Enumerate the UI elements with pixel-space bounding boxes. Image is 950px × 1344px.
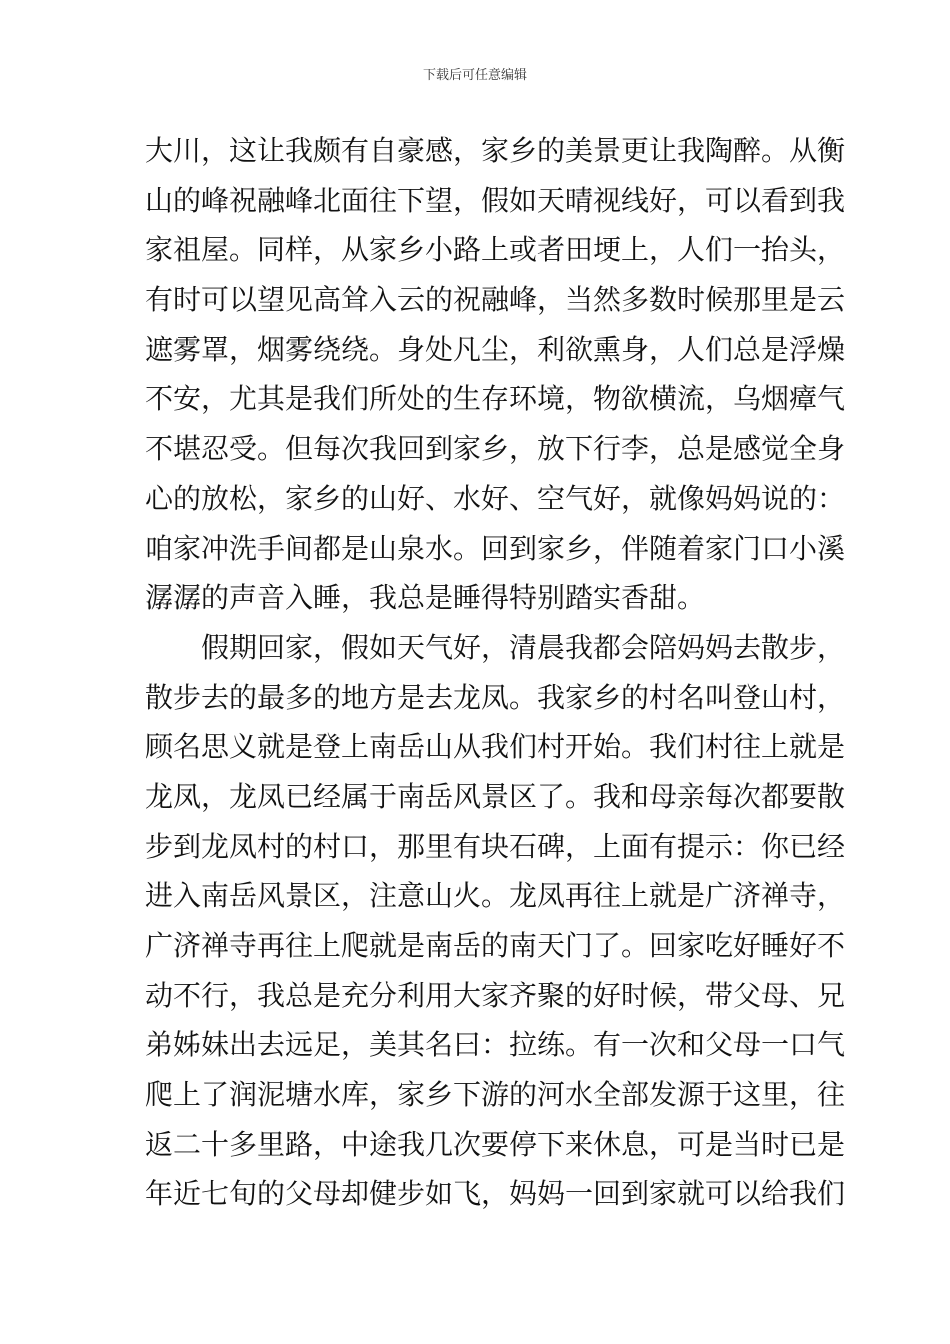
text-line: 有时可以望见高耸入云的祝融峰，当然多数时候那里是云 [145, 283, 846, 317]
text-line: 进入南岳风景区，注意山火。龙凤再往上就是广济禅寺， [145, 879, 846, 913]
text-line: 步到龙凤村的村口，那里有块石碑，上面有提示：你已经 [145, 829, 846, 863]
text-line: 遮雾罩，烟雾绕绕。身处凡尘，利欲熏身，人们总是浮燥 [145, 332, 846, 366]
text-line: 家祖屋。同样，从家乡小路上或者田埂上，人们一抬头， [145, 233, 846, 267]
text-line: 动不行，我总是充分利用大家齐聚的好时候，带父母、兄 [145, 978, 846, 1012]
text-line: 返二十多里路，中途我几次要停下来休息，可是当时已是 [145, 1127, 846, 1161]
text-line: 不安，尤其是我们所处的生存环境，物欲横流，乌烟瘴气 [145, 382, 846, 416]
text-line: 假期回家，假如天气好，清晨我都会陪妈妈去散步， [201, 630, 846, 664]
page-header: 下载后可任意编辑 [422, 68, 527, 83]
document-body [145, 126, 846, 1219]
text-line: 咱家冲洗手间都是山泉水。回到家乡，伴随着家门口小溪 [145, 531, 846, 565]
text-line: 年近七旬的父母却健步如飞，妈妈一回到家就可以给我们 [145, 1177, 846, 1211]
text-line: 潺潺的声音入睡，我总是睡得特别踏实香甜。 [145, 581, 706, 615]
text-line: 弟姊妹出去远足，美其名曰：拉练。有一次和父母一口气 [145, 1028, 846, 1062]
text-line: 龙凤，龙凤已经属于南岳风景区了。我和母亲每次都要散 [145, 779, 846, 813]
text-line: 山的峰祝融峰北面往下望，假如天晴视线好，可以看到我 [145, 183, 846, 217]
text-line: 大川，这让我颇有自豪感，家乡的美景更让我陶醉。从衡 [145, 134, 846, 167]
text-line: 爬上了润泥塘水库，家乡下游的河水全部发源于这里，往 [145, 1078, 846, 1112]
paragraph-1 [145, 126, 846, 623]
text-line: 散步去的最多的地方是去龙凤。我家乡的村名叫登山村， [145, 680, 846, 714]
text-line: 不堪忍受。但每次我回到家乡，放下行李，总是感觉全身 [145, 432, 846, 466]
text-line: 广济禅寺再往上爬就是南岳的南天门了。回家吃好睡好不 [145, 929, 846, 962]
text-line: 心的放松，家乡的山好、水好、空气好，就像妈妈说的： [145, 481, 846, 515]
text-line: 顾名思义就是登上南岳山从我们村开始。我们村往上就是 [145, 730, 846, 764]
paragraph-2 [145, 623, 846, 1219]
